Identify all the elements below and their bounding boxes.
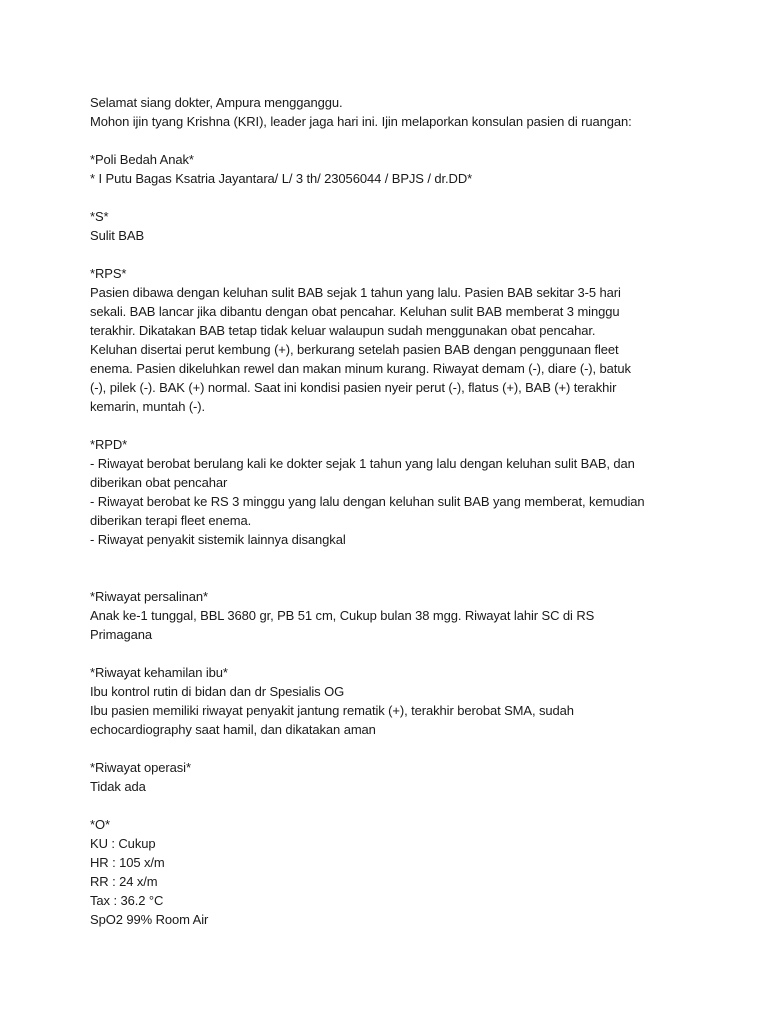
section-heading: *RPS* [90, 266, 127, 281]
greeting-line: Selamat siang dokter, Ampura mengganggu. [90, 95, 343, 110]
section-text: sekali. BAB lancar jika dibantu dengan obat pencahar. Keluhan sulit BAB memberat 3 minggu [90, 304, 620, 319]
section-text: Keluhan disertai perut kembung (+), berkurang setelah pasien BAB dengan penggunaan fleet [90, 342, 619, 357]
section-text: diberikan obat pencahar [90, 475, 228, 490]
greeting-section [90, 93, 690, 131]
section-text: Pasien dibawa dengan keluhan sulit BAB sejak 1 tahun yang lalu. Pasien BAB sekitar 3-5 hari [90, 285, 621, 300]
section-heading: *S* [90, 209, 109, 224]
vital-sign: HR : 105 x/m [90, 855, 165, 870]
section-heading: *Riwayat persalinan* [90, 589, 208, 604]
section-text: - Riwayat penyakit sistemik lainnya disangkal [90, 532, 346, 547]
section-text: Anak ke-1 tunggal, BBL 3680 gr, PB 51 cm, Cukup bulan 38 mgg. Riwayat lahir SC di RS [90, 608, 595, 623]
blank-line [90, 739, 690, 758]
operasi-section [90, 758, 690, 796]
objective-section [90, 815, 690, 929]
subjective-section [90, 207, 690, 245]
section-text: terakhir. Dikatakan BAB tetap tidak keluar walaupun sudah menggunakan obat pencahar. [90, 323, 596, 338]
rps-section [90, 264, 690, 416]
greeting-line: Mohon ijin tyang Krishna (KRI), leader jaga hari ini. Ijin melaporkan konsulan pasien di ruangan: [90, 114, 632, 129]
section-text: enema. Pasien dikeluhkan rewel dan makan minum kurang. Riwayat demam (-), diare (-), batuk [90, 361, 631, 376]
patient-section [90, 150, 690, 188]
section-heading: *Riwayat operasi* [90, 760, 191, 775]
patient-identity: * I Putu Bagas Ksatria Jayantara/ L/ 3 th/ 23056044 / BPJS / dr.DD* [90, 171, 473, 186]
blank-line [90, 644, 690, 663]
section-heading: *RPD* [90, 437, 128, 452]
blank-line [90, 796, 690, 815]
document-body [90, 93, 690, 929]
section-text: Sulit BAB [90, 228, 145, 243]
section-heading: *Riwayat kehamilan ibu* [90, 665, 228, 680]
section-text: kemarin, muntah (-). [90, 399, 206, 414]
section-text: Ibu kontrol rutin di bidan dan dr Spesialis OG [90, 684, 345, 699]
blank-line [90, 131, 690, 150]
rpd-section [90, 435, 690, 549]
section-heading: *O* [90, 817, 110, 832]
blank-line [90, 245, 690, 264]
section-text: Tidak ada [90, 779, 146, 794]
section-text: Primagana [90, 627, 152, 642]
section-text: - Riwayat berobat ke RS 3 minggu yang lalu dengan keluhan sulit BAB yang memberat, kemudian [90, 494, 645, 509]
section-text: - Riwayat berobat berulang kali ke dokter sejak 1 tahun yang lalu dengan keluhan sulit BAB, dan [90, 456, 635, 471]
vital-sign: RR : 24 x/m [90, 874, 158, 889]
blank-line [90, 188, 690, 207]
vital-sign: Tax : 36.2 °C [90, 893, 164, 908]
blank-line [90, 416, 690, 435]
persalinan-section [90, 587, 690, 644]
kehamilan-section [90, 663, 690, 739]
blank-line [90, 549, 690, 568]
blank-line [90, 568, 690, 587]
section-text: echocardiography saat hamil, dan dikatakan aman [90, 722, 376, 737]
vital-sign: KU : Cukup [90, 836, 156, 851]
section-text: diberikan terapi fleet enema. [90, 513, 252, 528]
section-text: (-), pilek (-). BAK (+) normal. Saat ini kondisi pasien nyeir perut (-), flatus (+), BAB (+) terakhir [90, 380, 617, 395]
section-heading: *Poli Bedah Anak* [90, 152, 194, 167]
section-text: Ibu pasien memiliki riwayat penyakit jantung rematik (+), terakhir berobat SMA, sudah [90, 703, 574, 718]
vital-sign: SpO2 99% Room Air [90, 912, 209, 927]
